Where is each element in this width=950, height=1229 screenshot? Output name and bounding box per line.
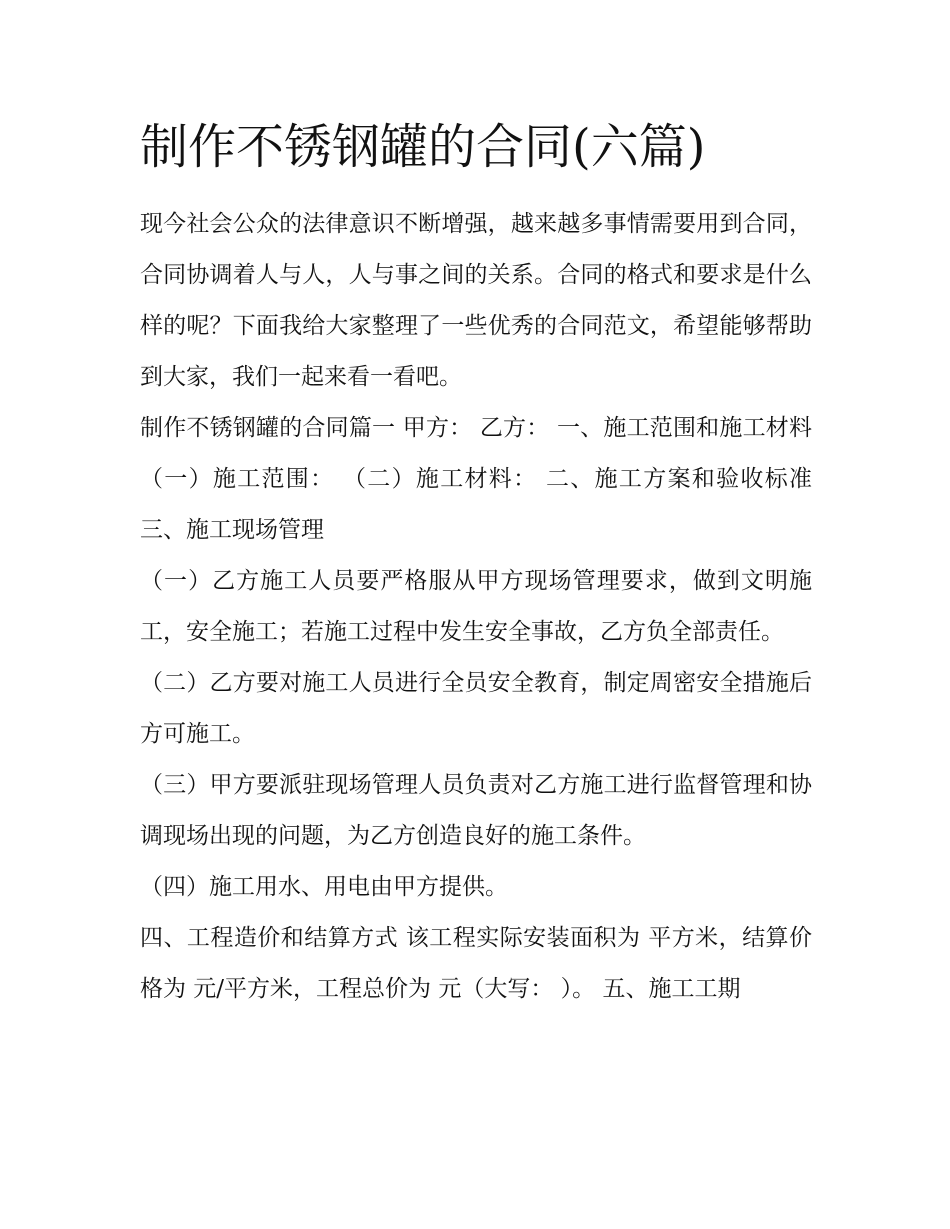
document-body: [140, 199, 812, 1015]
site-management-clause-4: （四）施工用水、用电由甲方提供。: [140, 874, 508, 900]
cost-settlement-paragraph: 四、工程造价和结算方式 该工程实际安装面积为 平方米，结算价格为 元/平方米，工程总价为 元（大写： ）。 五、施工工期: [140, 925, 812, 1002]
contract-heading-paragraph: 制作不锈钢罐的合同篇一 甲方： 乙方： 一、施工范围和施工材料 （一）施工范围： （二）施工材料： 二、施工方案和验收标准 三、施工现场管理: [140, 415, 812, 543]
document-title: 制作不锈钢罐的合同(六篇): [140, 119, 706, 175]
site-management-clause-1: （一）乙方施工人员要严格服从甲方现场管理要求，做到文明施工，安全施工；若施工过程中发生安全事故，乙方负全部责任。: [140, 568, 812, 645]
site-management-clause-2: （二）乙方要对施工人员进行全员安全教育，制定周密安全措施后方可施工。: [140, 670, 812, 747]
site-management-clause-3: （三）甲方要派驻现场管理人员负责对乙方施工进行监督管理和协调现场出现的问题，为乙方创造良好的施工条件。: [140, 772, 812, 849]
intro-paragraph: 现今社会公众的法律意识不断增强，越来越多事情需要用到合同，合同协调着人与人，人与事之间的关系。合同的格式和要求是什么样的呢？下面我给大家整理了一些优秀的合同范文，希望能够帮助到大家，我们一起来看一看吧。: [140, 211, 812, 390]
